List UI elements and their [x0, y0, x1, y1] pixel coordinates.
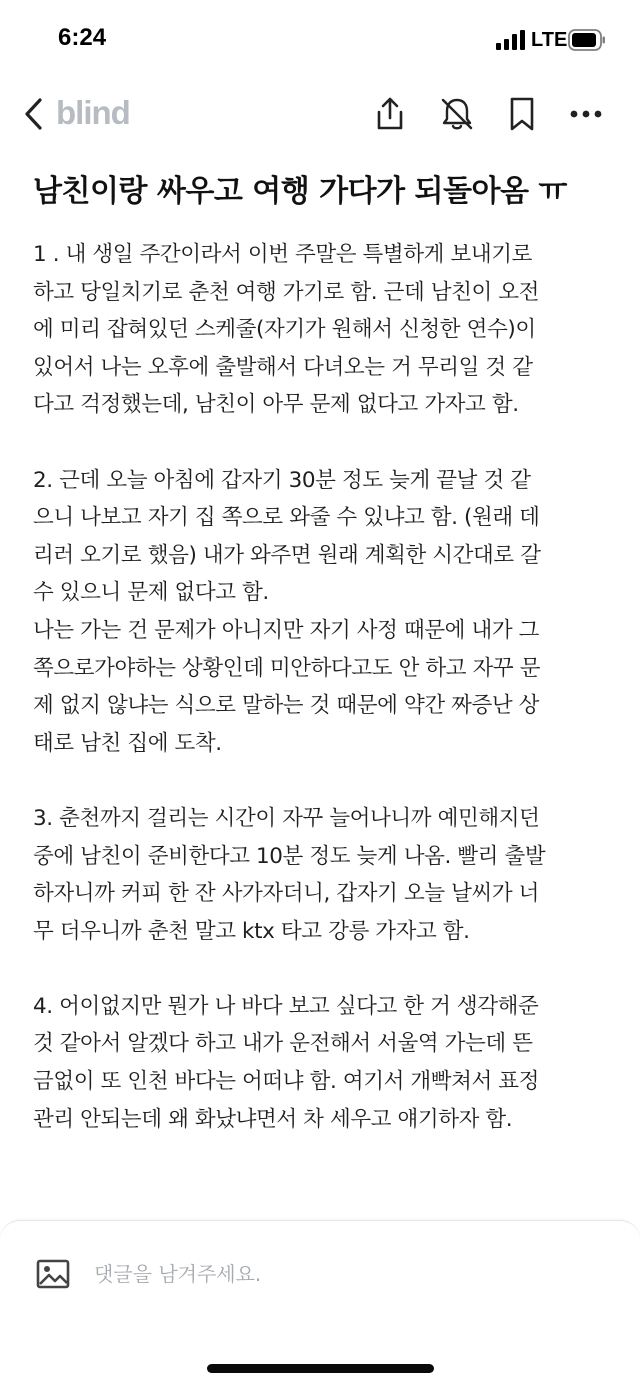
notification-off-icon[interactable] — [437, 94, 477, 134]
blind-logo: blind — [56, 94, 130, 131]
post-title: 남친이랑 싸우고 여행 가다가 되돌아옴 ㅠ — [33, 174, 567, 209]
post-paragraph: 3. 춘천까지 걸리는 시간이 자꾸 늘어나니까 예민해지던 중에 남친이 준비한다고 10분 정도 늦게 나옴. 빨리 출발 하자니까 커피 한 잔 사가자더니, 갑자기 오늘 날씨가 너 무 더우니까 춘천 말고 ktx 타고 강릉 가자고 함. — [33, 805, 546, 944]
nav-bar — [0, 84, 640, 146]
bookmark-icon[interactable] — [502, 94, 542, 134]
status-time: 6:24 — [58, 24, 107, 51]
post-paragraph: 2. 근데 오늘 아침에 갑자기 30분 정도 늦게 끝날 것 같 으니 나보고 자기 집 쪽으로 와줄 수 있냐고 함. (원래 데 리러 오기로 했음) 내가 와주면 원래 계획한 시간대로 갈 수 있으니 문제 없다고 함. 나는 가는 건 문제가 아니지만 자기 사정 때문에 내가 그 쪽으로가야하는 상황인데 미안하다고도 안 하고 자꾸 문 제 없지 않냐는 식으로 말하는 것 때문에 약간 짜증난 상 태로 남친 집에 도착. — [33, 467, 541, 756]
share-icon[interactable] — [370, 94, 410, 134]
home-indicator — [207, 1364, 434, 1373]
network-type: LTE — [531, 29, 568, 51]
post-body — [33, 236, 615, 1176]
back-button[interactable] — [20, 96, 54, 132]
comment-input[interactable] — [94, 1255, 594, 1293]
more-icon[interactable] — [566, 94, 606, 134]
post-paragraph: 4. 어이없지만 뭔가 나 바다 보고 싶다고 한 거 생각해준 것 같아서 알겠다 하고 내가 운전해서 서울역 가는데 뜬 금없이 또 인천 바다는 어떠냐 함. 여기서 개빡쳐서 표정 관리 안되는데 왜 화났냐면서 차 세우고 얘기하자 함. — [33, 993, 540, 1132]
signal-icon — [496, 30, 526, 50]
post-paragraph: 1 . 내 생일 주간이라서 이번 주말은 특별하게 보내기로 하고 당일치기로 춘천 여행 가기로 함. 근데 남친이 오전 에 미리 잡혀있던 스케줄(자기가 원해서 신청한 연수)이 있어서 나는 오후에 출발해서 다녀오는 거 무리일 것 같 다고 걱정했는데, 남친이 아무 문제 없다고 가자고 함. — [33, 242, 540, 418]
image-icon[interactable] — [36, 1259, 70, 1289]
battery-icon — [568, 29, 606, 51]
status-bar — [0, 0, 640, 80]
comment-bar — [0, 1220, 640, 1385]
